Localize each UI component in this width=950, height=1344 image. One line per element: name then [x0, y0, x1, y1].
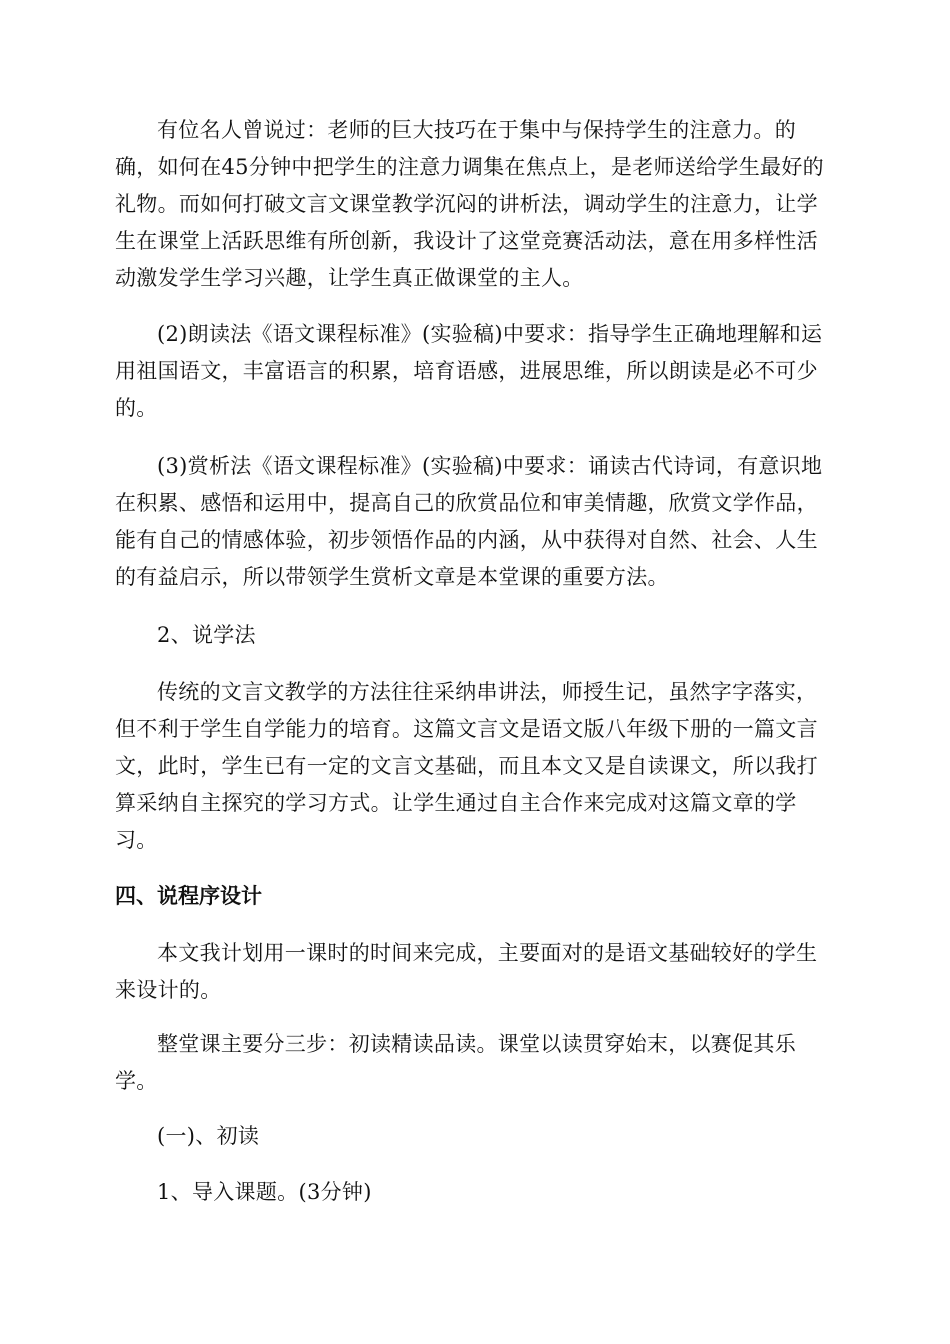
paragraph-reading-method: (2)朗读法《语文课程标准》(实验稿)中要求：指导学生正确地理解和运用祖国语文，丰富语言的积累，培育语感，进展思维，所以朗读是必不可少的。 [115, 322, 823, 420]
paragraph-learning-method-heading: 2、说学法 [157, 623, 256, 647]
paragraph-first-reading: (一)、初读 [157, 1124, 260, 1148]
section-heading-program-design: 四、说程序设计 [115, 884, 262, 908]
paragraph-traditional-teaching: 传统的文言文教学的方法往往采纳串讲法，师授生记，虽然字字落实，但不利于学生自学能力的培育。这篇文言文是语文版八年级下册的一篇文言文，此时，学生已有一定的文言文基础，而且本文又是自读课文，所以我打算采纳自主探究的学习方式。让学生通过自主合作来完成对这篇文章的学习。 [115, 680, 818, 852]
paragraph-introduce-topic: 1、导入课题。(3分钟) [157, 1180, 372, 1204]
paragraph-appreciation-method: (3)赏析法《语文课程标准》(实验稿)中要求：诵读古代诗词，有意识地在积累、感悟和运用中，提高自己的欣赏品位和审美情趣，欣赏文学作品，能有自己的情感体验，初步领悟作品的内涵，从中获得对自然、社会、人生的有益启示，所以带领学生赏析文章是本堂课的重要方法。 [115, 454, 823, 589]
paragraph-one-lesson-plan: 本文我计划用一课时的时间来完成，主要面对的是语文基础较好的学生来设计的。 [115, 941, 818, 1002]
paragraph-three-steps: 整堂课主要分三步：初读精读品读。课堂以读贯穿始末，以赛促其乐学。 [115, 1032, 796, 1093]
paragraph-attention: 有位名人曾说过：老师的巨大技巧在于集中与保持学生的注意力。的确，如何在45分钟中把学生的注意力调集在焦点上，是老师送给学生最好的礼物。而如何打破文言文课堂教学沉闷的讲析法，调动学生的注意力，让学生在课堂上活跃思维有所创新，我设计了这堂竞赛活动法，意在用多样性活动激发学生学习兴趣，让学生真正做课堂的主人。 [115, 118, 824, 290]
